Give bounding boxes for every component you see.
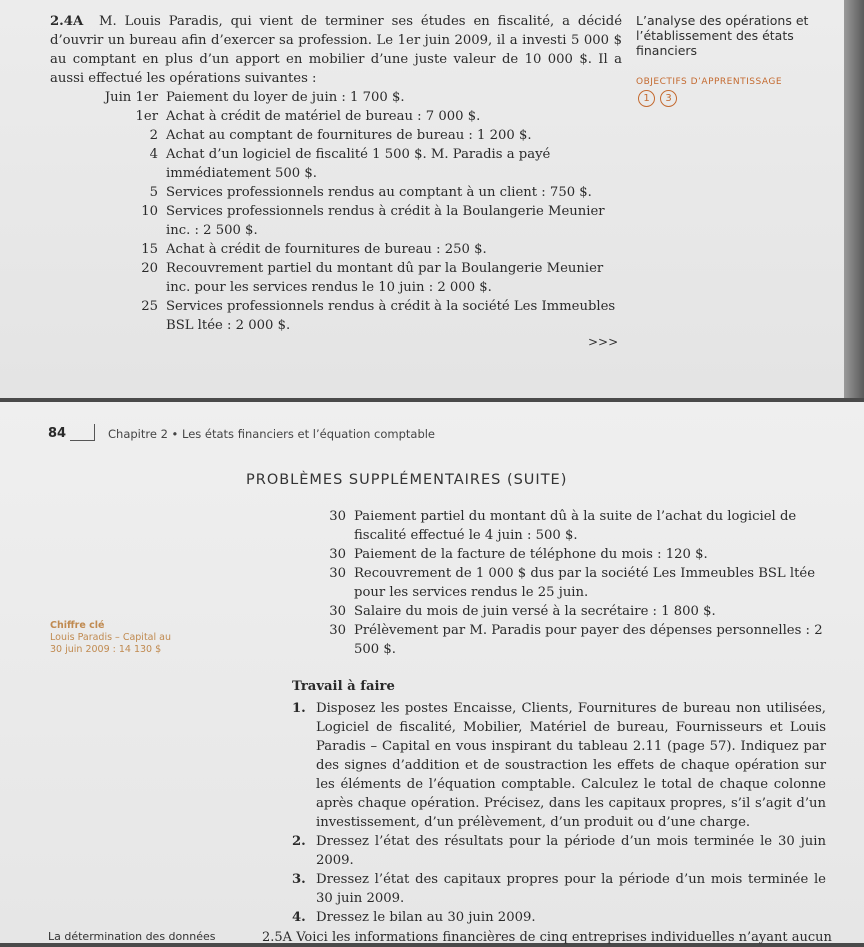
operation-date: 30 xyxy=(329,604,346,619)
operation-text: Paiement de la facture de téléphone du mois : 120 $. xyxy=(354,547,708,562)
operation-text: Paiement partiel du montant dû à la suite de l’achat du logiciel de fiscalité effectué le 4 juin : 500 $. xyxy=(354,509,797,543)
operation-date: 15 xyxy=(141,242,158,257)
operation-text: Recouvrement de 1 000 $ dus par la société Les Immeubles BSL ltée pour les services rendus le 25 juin. xyxy=(354,566,816,600)
operation-row xyxy=(90,126,630,145)
next-exercise-start: 2.5A Voici les informations financières de cinq entreprises individuelles n’ayant aucun xyxy=(262,930,832,945)
continued-marker: >>> xyxy=(588,335,619,349)
operation-row xyxy=(316,602,826,621)
operation-date: 10 xyxy=(141,204,158,219)
operation-text: Prélèvement par M. Paradis pour payer des dépenses personnelles : 2 500 $. xyxy=(354,623,823,657)
task-item xyxy=(292,832,826,870)
task-heading: Travail à faire xyxy=(292,679,395,694)
page-number-rule-vertical xyxy=(94,424,95,441)
operation-date: 30 xyxy=(329,547,346,562)
operation-date: 25 xyxy=(141,299,158,314)
exercise-intro-text: M. Louis Paradis, qui vient de terminer ses études en fiscalité, a décidé d’ouvrir un bureau afin d’exercer sa profession. Le 1er juin 2009, il a investi 5 000 $ au comptant en plus d’un apport en mobilier d’une juste valeur de 10 000 $. Il a aussi effectué les opérations suivantes : xyxy=(50,14,622,86)
operation-row xyxy=(90,240,630,259)
task-number: 4. xyxy=(292,910,306,925)
book-spine xyxy=(844,0,864,398)
operation-row xyxy=(316,545,826,564)
key-figure xyxy=(50,620,171,656)
key-figure-line1: Louis Paradis – Capital au xyxy=(50,632,171,643)
operation-date: Juin 1er xyxy=(104,90,158,105)
operation-date: 1er xyxy=(135,109,158,124)
operation-date: 5 xyxy=(149,185,158,200)
operation-row xyxy=(316,507,826,545)
objectives-list xyxy=(638,90,677,107)
key-figure-label: Chiffre clé xyxy=(50,620,105,631)
operation-text: Salaire du mois de juin versé à la secrétaire : 1 800 $. xyxy=(354,604,716,619)
objectives-label: OBJECTIFS D’APPRENTISSAGE xyxy=(636,77,783,87)
operation-row xyxy=(90,107,630,126)
operation-text: Recouvrement partiel du montant dû par la Boulangerie Meunier inc. pour les services rendus le 10 juin : 2 000 $. xyxy=(166,261,604,295)
task-text: Dressez l’état des capitaux propres pour la période d’un mois terminée le 30 juin 2009. xyxy=(316,872,826,906)
objective-badge: 1 xyxy=(638,90,655,107)
task-list xyxy=(292,699,826,927)
operation-row xyxy=(90,88,630,107)
operation-date: 30 xyxy=(329,566,346,581)
operation-row xyxy=(90,145,630,183)
operation-row xyxy=(90,259,630,297)
task-number: 3. xyxy=(292,872,306,887)
task-item xyxy=(292,908,826,927)
task-text: Dressez le bilan au 30 juin 2009. xyxy=(316,910,536,925)
operation-row xyxy=(316,621,826,659)
chapter-title: Chapitre 2 • Les états financiers et l’équation comptable xyxy=(108,427,436,441)
operation-row xyxy=(90,202,630,240)
page-number: 84 xyxy=(48,426,67,441)
operation-date: 4 xyxy=(149,147,158,162)
task-text: Disposez les postes Encaisse, Clients, Fournitures de bureau non utilisées, Logiciel de fiscalité, Mobilier, Matériel de bureau, Fournisseurs et Louis Paradis – Capital en vous inspirant du tableau 2.11 (page 57). Indiquez par des signes d’addition et de soustraction les effets de chaque opération sur les éléments de l’équation comptable. Calculez le total de chaque colonne après chaque opération. Précisez, dans les capitaux propres, s’il s’agit d’un investissement, d’un prélèvement, d’un produit ou d’une charge. xyxy=(316,701,826,830)
operation-row xyxy=(90,183,630,202)
task-number: 2. xyxy=(292,834,306,849)
continued-operations-list xyxy=(316,507,826,659)
operations-list xyxy=(90,88,630,335)
operation-date: 30 xyxy=(329,623,346,638)
operation-text: Services professionnels rendus à crédit à la Boulangerie Meunier inc. : 2 500 $. xyxy=(166,204,605,238)
operation-row xyxy=(316,564,826,602)
operation-text: Achat d’un logiciel de fiscalité 1 500 $. M. Paradis a payé immédiatement 500 $. xyxy=(166,147,551,181)
operation-text: Services professionnels rendus au comptant à un client : 750 $. xyxy=(166,185,592,200)
section-title: PROBLÈMES SUPPLÉMENTAIRES (SUITE) xyxy=(246,472,568,488)
exercise-number: 2.4A xyxy=(50,14,84,29)
objective-badge: 3 xyxy=(660,90,677,107)
operation-text: Paiement du loyer de juin : 1 700 $. xyxy=(166,90,405,105)
operation-date: 20 xyxy=(141,261,158,276)
exercise-intro xyxy=(50,12,622,88)
footer-margin-note: La détermination des données xyxy=(48,930,216,943)
operation-text: Services professionnels rendus à crédit à la société Les Immeubles BSL ltée : 2 000 $. xyxy=(166,299,616,333)
operation-text: Achat à crédit de matériel de bureau : 7 000 $. xyxy=(166,109,481,124)
operation-row xyxy=(90,297,630,335)
key-figure-line2: 30 juin 2009 : 14 130 $ xyxy=(50,644,162,655)
operation-text: Achat à crédit de fournitures de bureau : 250 $. xyxy=(166,242,487,257)
operation-text: Achat au comptant de fournitures de bureau : 1 200 $. xyxy=(166,128,532,143)
operation-date: 30 xyxy=(329,509,346,524)
task-text: Dressez l’état des résultats pour la période d’un mois terminée le 30 juin 2009. xyxy=(316,834,826,868)
sidebar-title: L’analyse des opérations et l’établissement des états financiers xyxy=(636,13,809,58)
page-number-rule xyxy=(70,440,94,441)
task-item xyxy=(292,699,826,832)
task-item xyxy=(292,870,826,908)
task-number: 1. xyxy=(292,701,306,716)
operation-date: 2 xyxy=(149,128,158,143)
